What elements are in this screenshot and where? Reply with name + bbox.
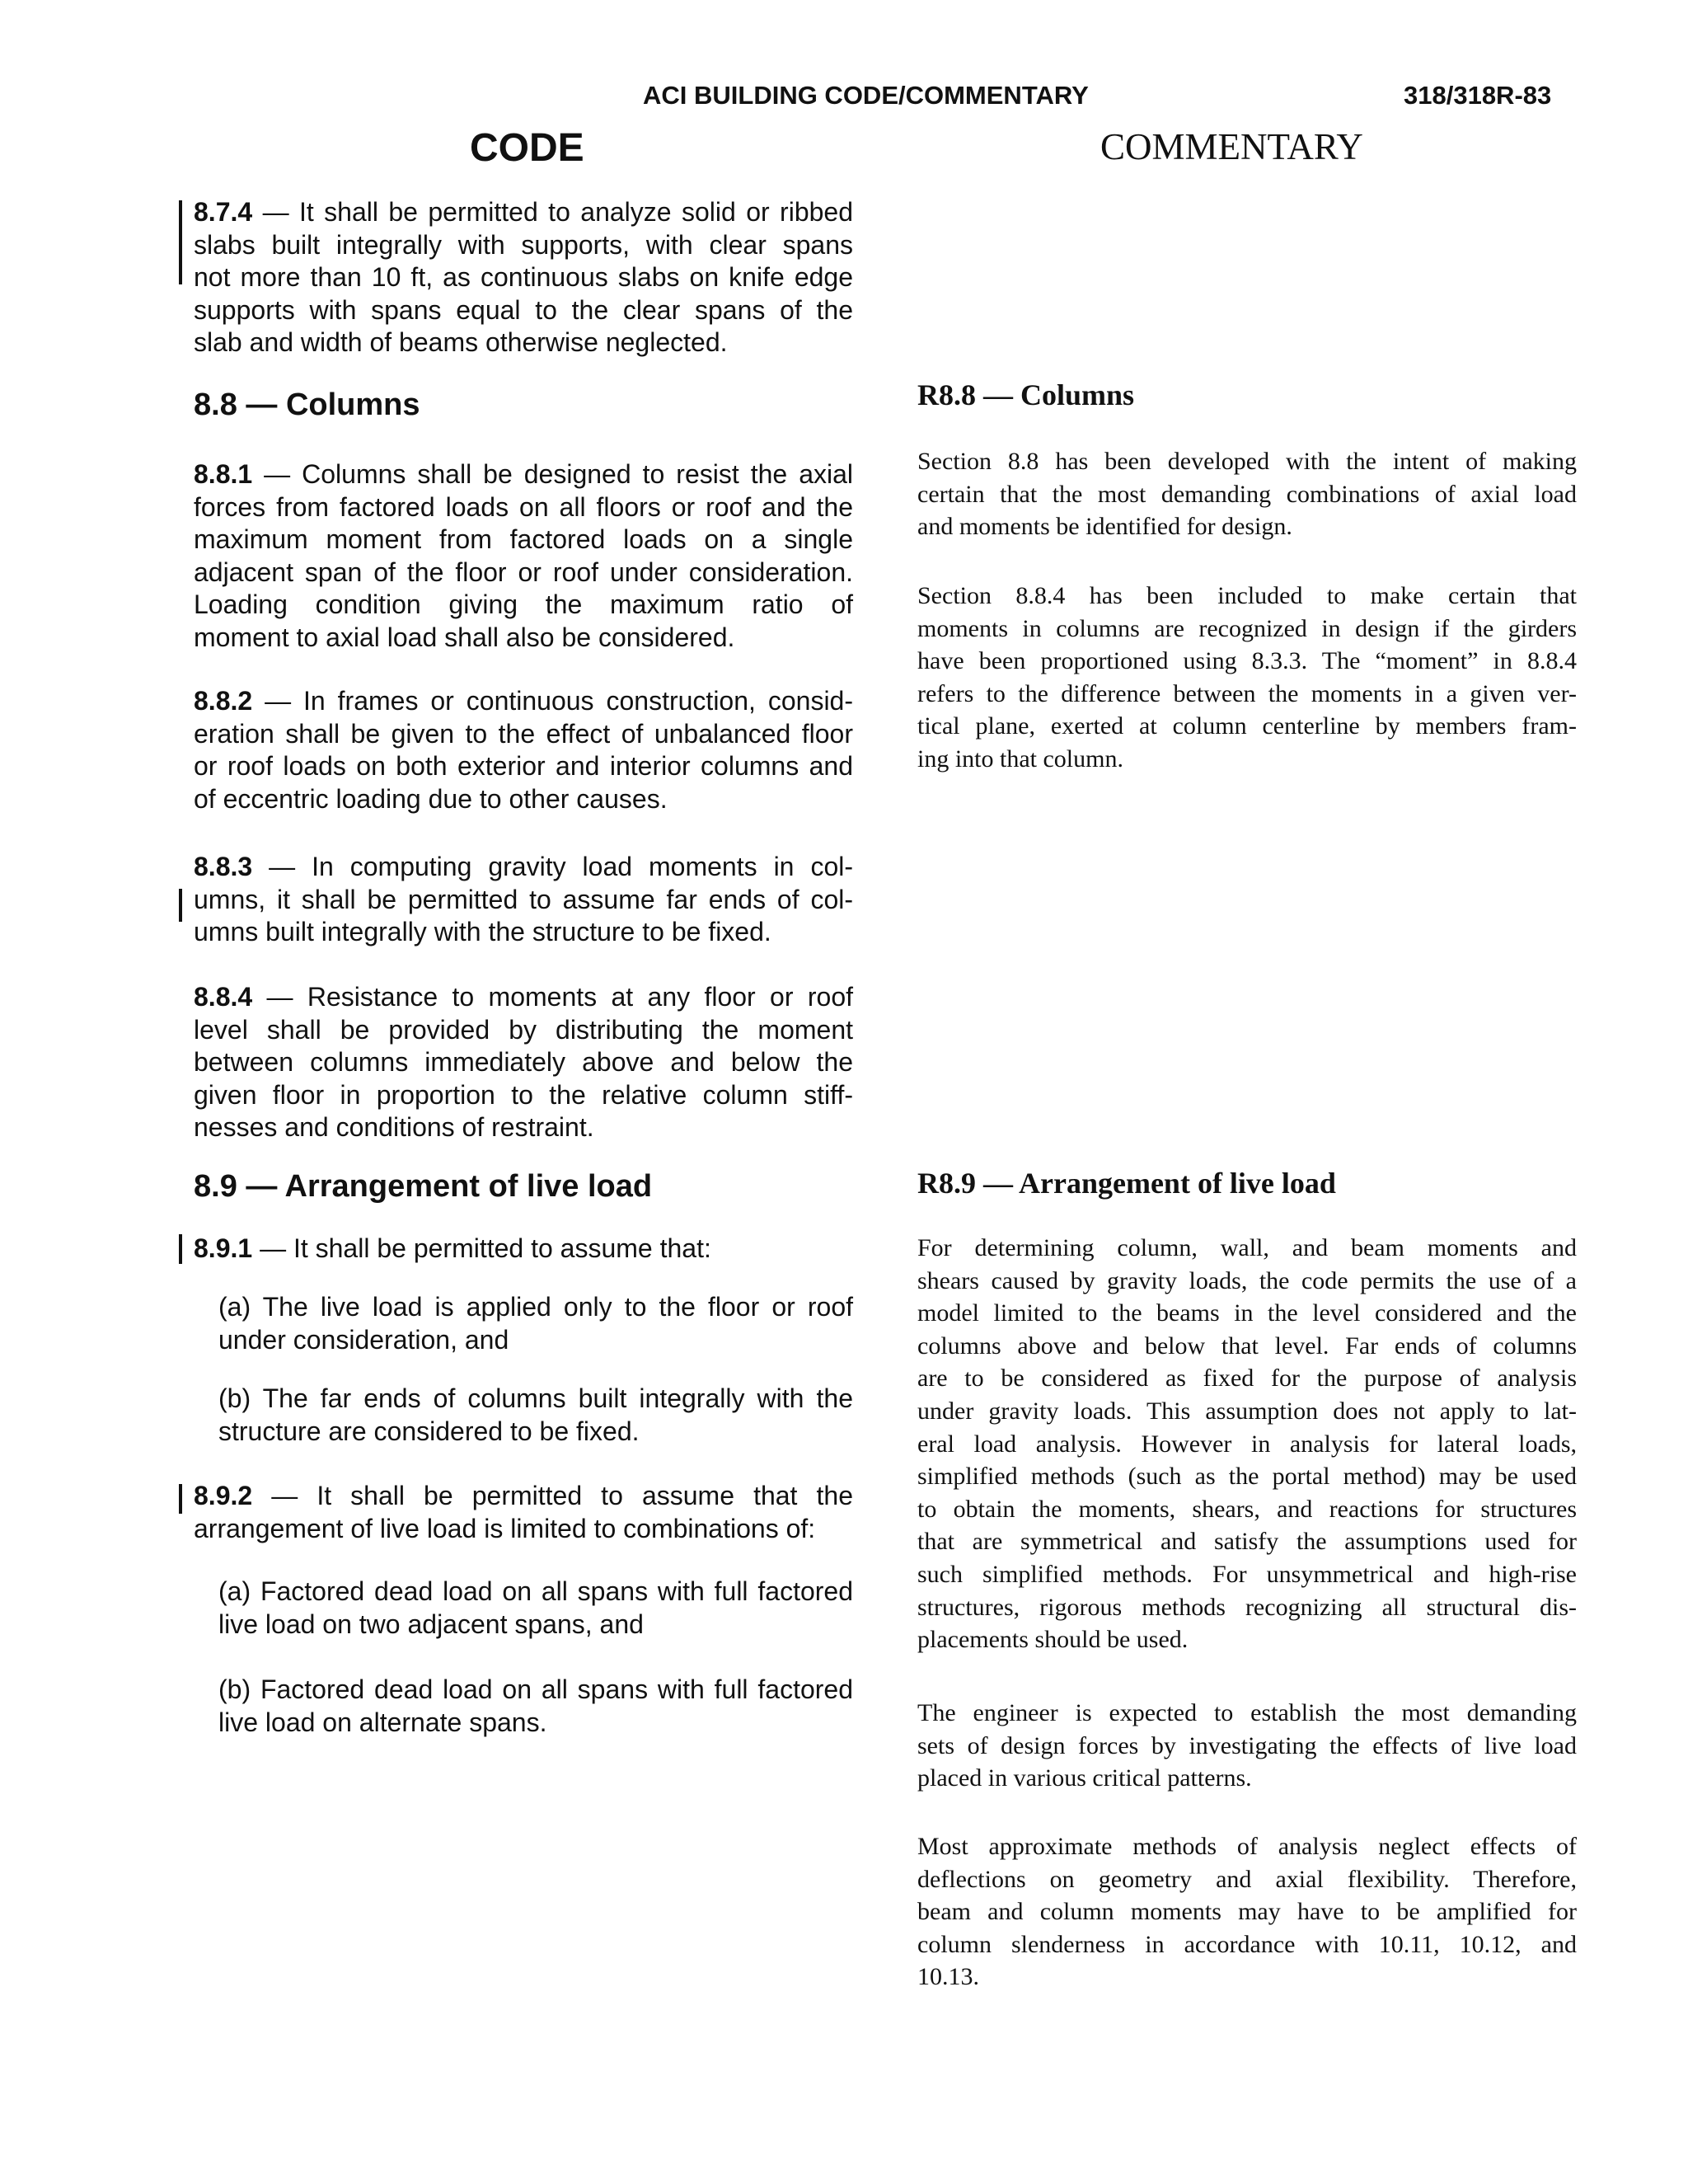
running-title: ACI BUILDING CODE/COMMENTARY <box>643 81 1089 110</box>
code-heading-8-9: 8.9 — Arrangement of live load <box>194 1169 653 1204</box>
commentary-heading-r8-9: R8.9 — Arrangement of live load <box>917 1167 1336 1200</box>
section-number: 8.8.3 <box>194 852 253 881</box>
commentary-column-title: COMMENTARY <box>1100 126 1363 167</box>
commentary-paragraph: Section 8.8 has been developed with the intent of making certain that the most demanding combinations of axial load and moments be identified for design. <box>917 448 1577 541</box>
revision-bar <box>179 889 182 922</box>
running-head <box>0 81 1688 119</box>
section-number: 8.8.1 <box>194 459 253 489</box>
code-section-8-8-1: 8.8.1 — Columns shall be designed to resist the axial forces from factored loads on all floors or roof and the maximum moment from factored loads on a single adjacent span of the floor or roof under consideration. Loading condition giving the maximum ratio of moment to axial load shall also be considered. <box>194 459 853 652</box>
section-number: 8.9.1 <box>194 1233 253 1263</box>
code-section-8-9-2: 8.9.2 — It shall be permitted to assume that the arrangement of live load is limited to combinations of: <box>194 1481 853 1543</box>
revision-bar <box>179 1484 182 1514</box>
revision-bar <box>179 200 182 284</box>
section-number: 8.8.2 <box>194 686 253 716</box>
code-section-8-8-4: 8.8.4 — Resistance to moments at any floor or roof level shall be provided by distributing the moment between columns immediately above and below the given floor in proportion to the relative column stiff- nesses and conditions of restraint. <box>194 982 853 1143</box>
code-item-8-9-2-a: (a) Factored dead load on all spans with full factored live load on two adjacent spans, and <box>218 1576 853 1639</box>
code-heading-8-8: 8.8 — Columns <box>194 387 420 422</box>
commentary-paragraph: Section 8.8.4 has been included to make certain that moments in columns are recognized in design if the girders have been proportioned using 8.3.3. The “moment” in 8.8.4 refers to the difference between the moments in a given ver- tical plane, exerted at column centerline by members fram- ing into that column. <box>917 582 1577 773</box>
code-item-8-9-1-a: (a) The live load is applied only to the floor or roof under consideration, and <box>218 1292 853 1355</box>
section-number: 8.8.4 <box>194 982 253 1012</box>
page-number: 318/318R-83 <box>1404 81 1552 110</box>
commentary-paragraph: The engineer is expected to establish the most demanding sets of design forces by investigating the effects of live load placed in various critical patterns. <box>917 1699 1577 1792</box>
code-item-8-9-1-b: (b) The far ends of columns built integrally with the structure are considered to be fixed. <box>218 1383 853 1446</box>
code-section-8-8-3: 8.8.3 — In computing gravity load moments in col- umns, it shall be permitted to assume far ends of col- umns built integrally with the structure to be fixed. <box>194 852 853 947</box>
code-section-8-7-4: 8.7.4 — It shall be permitted to analyze solid or ribbed slabs built integrally with supports, with clear spans not more than 10 ft, as continuous slabs on knife edge supports with spans equal to the clear spans of the slab and width of beams otherwise neglected. <box>194 197 853 358</box>
revision-bar <box>179 1234 182 1264</box>
commentary-heading-r8-8: R8.8 — Columns <box>917 378 1135 411</box>
code-item-8-9-2-b: (b) Factored dead load on all spans with full factored live load on alternate spans. <box>218 1674 853 1737</box>
commentary-paragraph: Most approximate methods of analysis neglect effects of deflections on geometry and axial flexibility. Therefore, beam and column moments may have to be amplified for column slenderness in accordance with 10.11, 10.12, and 10.13. <box>917 1833 1577 1991</box>
section-number: 8.9.2 <box>194 1481 253 1510</box>
code-column-title: CODE <box>470 126 584 170</box>
section-number: 8.7.4 <box>194 197 253 227</box>
commentary-paragraph: For determining column, wall, and beam moments and shears caused by gravity loads, the code permits the use of a model limited to the beams in the level considered and the columns above and below that level. Far ends of columns are to be considered as fixed for the purpose of analysis under gravity loads. This assumption does not apply to lat- eral load analysis. However in analysis for lateral loads, simplified methods (such as the portal method) may be used to obtain the moments, shears, and reactions for structures that are symmetrical and satisfy the assumptions used for such simplified methods. For unsymmetrical and high-rise structures, rigorous methods recognizing all structural dis- placements should be used. <box>917 1234 1577 1654</box>
code-section-8-9-1: 8.9.1 — It shall be permitted to assume that: <box>194 1233 711 1263</box>
code-section-8-8-2: 8.8.2 — In frames or continuous construction, consid- eration shall be given to the effect of unbalanced floor or roof loads on both exterior and interior columns and of eccentric loading due to other causes. <box>194 686 853 814</box>
